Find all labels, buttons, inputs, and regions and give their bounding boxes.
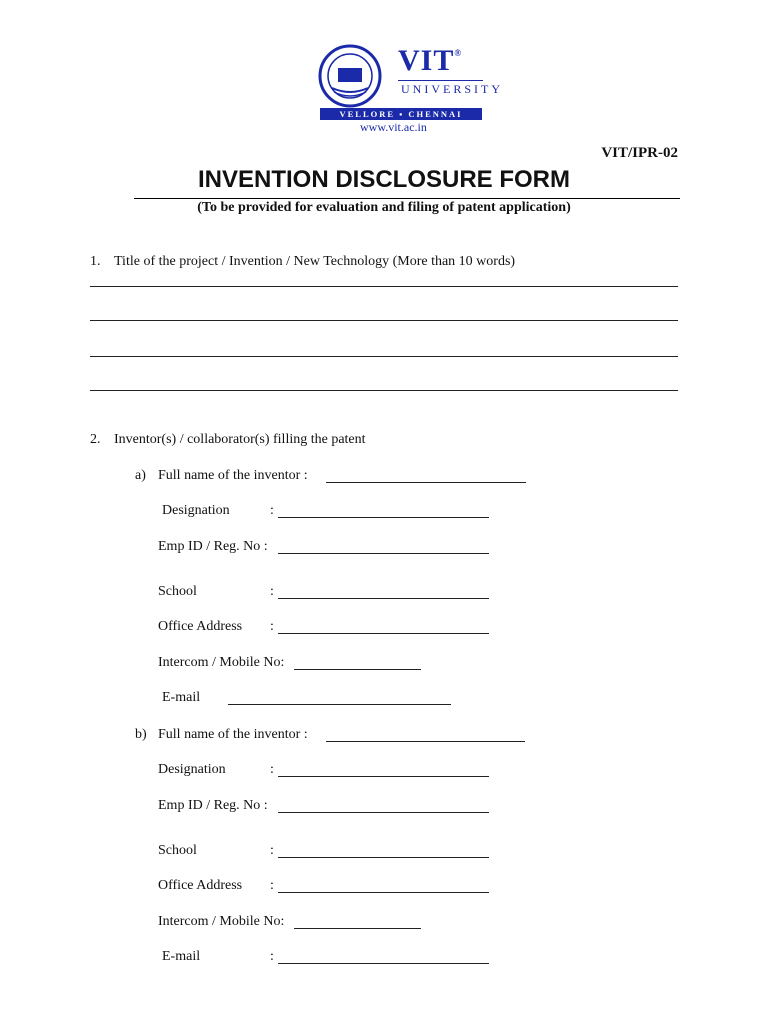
website-link[interactable]: www.vit.ac.in (360, 120, 427, 134)
title-line-2[interactable] (90, 320, 678, 321)
title-line-3[interactable] (90, 356, 678, 357)
inventor-b-name-field[interactable] (326, 729, 525, 742)
inventor-b-letter: b) (135, 727, 147, 742)
form-code: VIT/IPR-02 (601, 145, 678, 161)
inventor-b-intercom-field[interactable] (294, 916, 421, 929)
inventor-b-empid-field[interactable] (278, 800, 489, 813)
inventor-a-name-label: Full name of the inventor : (158, 468, 308, 483)
question-2-number: 2. (90, 432, 101, 447)
inventor-a-school-colon: : (270, 584, 274, 599)
form-subtitle: (To be provided for evaluation and filing of patent application) (197, 200, 571, 215)
inventor-b-email-label: E-mail (162, 949, 201, 964)
inventor-a-designation-field[interactable] (278, 505, 489, 518)
vit-university-logo (318, 44, 503, 136)
logo-divider (398, 80, 483, 81)
inventor-a-empid-label: Emp ID / Reg. No : (158, 539, 268, 554)
inventor-b-school-field[interactable] (278, 845, 489, 858)
inventor-a-designation-label: Designation (162, 503, 230, 518)
inventor-a-school-field[interactable] (278, 586, 489, 599)
inventor-a-intercom-label: Intercom / Mobile No: (158, 655, 285, 670)
logo-locations-bar: VELLORE ▪ CHENNAI (320, 108, 482, 120)
inventor-b-empid-label: Emp ID / Reg. No : (158, 798, 268, 813)
inventor-b-designation-label: Designation (158, 762, 226, 777)
logo-university-text: UNIVERSITY (401, 82, 503, 96)
inventor-a-intercom-field[interactable] (294, 657, 421, 670)
form-title: INVENTION DISCLOSURE FORM (197, 166, 570, 193)
inventor-b-office-colon: : (270, 878, 274, 893)
title-line-1[interactable] (90, 286, 678, 287)
inventor-a-name-field[interactable] (326, 470, 526, 483)
inventor-a-office-colon: : (270, 619, 274, 634)
inventor-a-empid-field[interactable] (278, 541, 489, 554)
inventor-a-office-field[interactable] (278, 621, 489, 634)
inventor-a-office-label: Office Address (158, 619, 243, 634)
university-seal-icon (318, 44, 382, 108)
inventor-a-letter: a) (135, 468, 146, 483)
inventor-b-school-label: School (158, 843, 197, 858)
question-1-number: 1. (90, 254, 101, 269)
inventor-b-designation-field[interactable] (278, 764, 489, 777)
inventor-b-school-colon: : (270, 843, 274, 858)
inventor-b-intercom-label: Intercom / Mobile No: (158, 914, 285, 929)
title-line-4[interactable] (90, 390, 678, 391)
inventor-a-email-label: E-mail (162, 690, 201, 705)
inventor-b-designation-colon: : (270, 762, 274, 777)
question-2-label: Inventor(s) / collaborator(s) filling the patent (114, 432, 366, 447)
logo-vit-text: VIT® (398, 44, 463, 77)
inventor-a-school-label: School (158, 584, 197, 599)
inventor-b-name-label: Full name of the inventor : (158, 727, 308, 742)
inventor-b-email-field[interactable] (278, 951, 489, 964)
inventor-a-email-field[interactable] (228, 692, 451, 705)
inventor-b-office-field[interactable] (278, 880, 489, 893)
title-rule (134, 198, 680, 199)
question-1-label: Title of the project / Invention / New Technology (More than 10 words) (114, 254, 516, 269)
inventor-b-office-label: Office Address (158, 878, 243, 893)
inventor-b-email-colon: : (270, 949, 274, 964)
inventor-a-designation-colon: : (270, 503, 274, 518)
